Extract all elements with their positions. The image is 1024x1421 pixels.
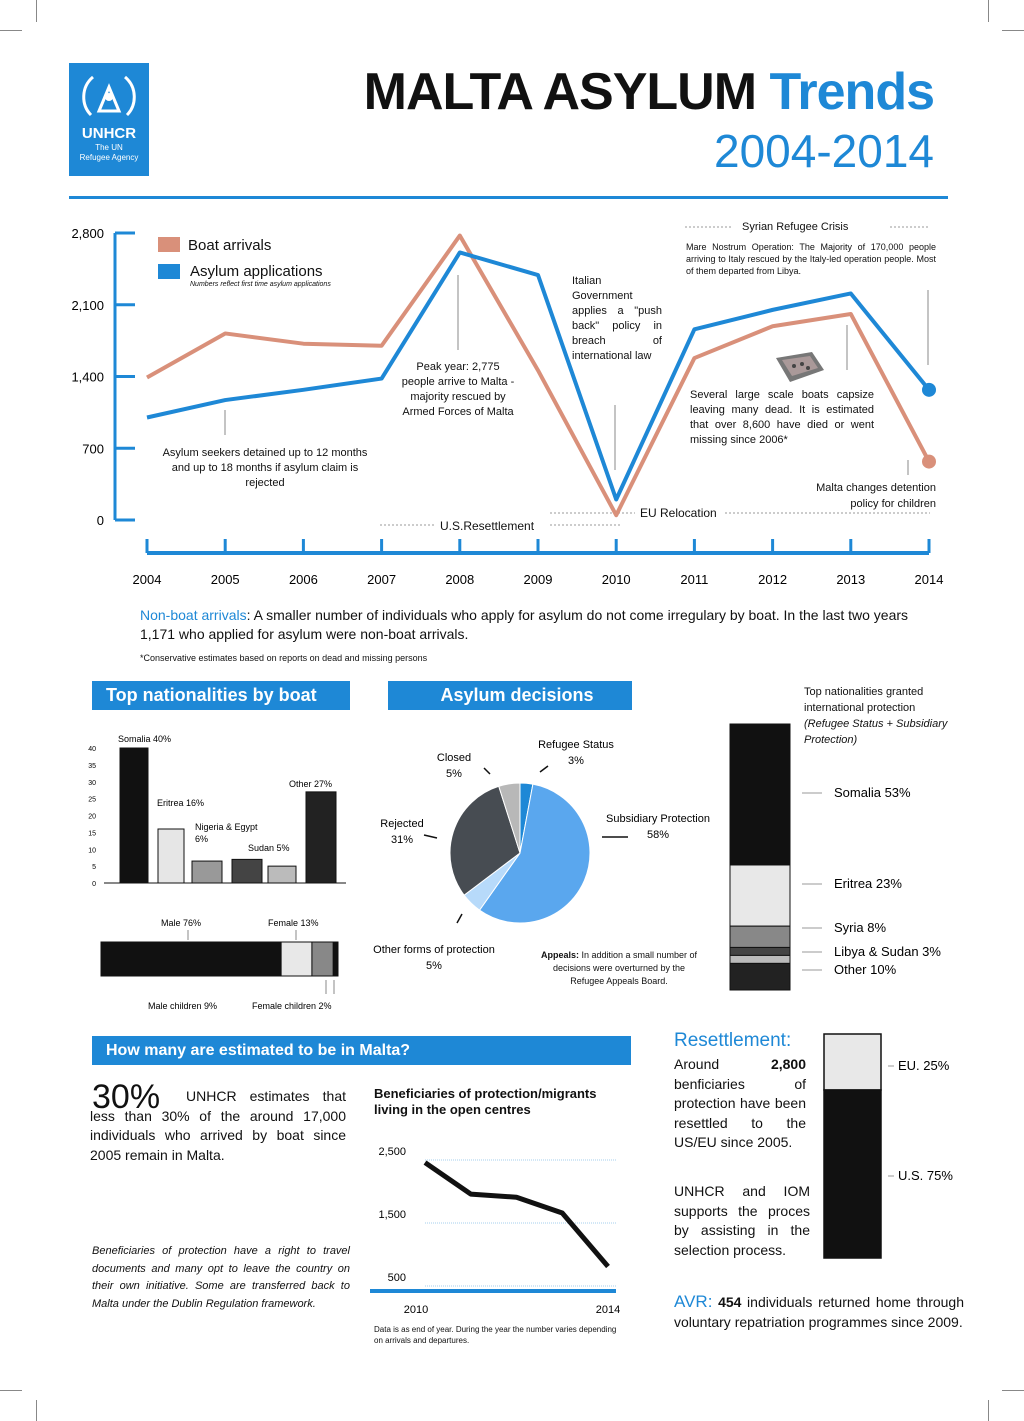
y-tick-label: 2,500	[378, 1146, 406, 1158]
x-tick-label: 2009	[523, 572, 553, 587]
series-end-point	[922, 455, 936, 469]
pct-30: 30%	[92, 1078, 161, 1116]
bar	[232, 859, 262, 883]
pie-label-value: 5%	[446, 768, 462, 780]
annotation-italian: Italian Government applies a "push back" policy in breach of international law	[572, 275, 662, 362]
resettlement-body: Around 2,800 benficiaries of protection have been resettled to the US/EU since 2005.	[674, 1056, 806, 1150]
resettlement-body2: UNHCR and IOM supports the proces by assisting in the selection process.	[674, 1183, 810, 1258]
pie-label: Closed	[436, 752, 472, 764]
logo-sub: The UN Refugee Agency	[79, 143, 139, 162]
y-tick-label: 5	[92, 864, 96, 872]
x-tick-label: 2010	[601, 572, 631, 587]
annotation-mare-nostrum: Mare Nostrum Operation: The Majority of 170,000 people arriving to Italy rescued by the Italy-led operation people. Most of them departed from Libya.	[686, 242, 936, 276]
y-tick-label: 0	[96, 513, 104, 528]
y-tick-label: 700	[82, 441, 104, 457]
bar-label: Nigeria & Egypt	[195, 822, 258, 832]
centres-line-chart	[370, 1130, 635, 1330]
gender-bar-chart	[96, 910, 356, 1020]
unhcr-logo	[69, 63, 149, 176]
segment-label: Libya & Sudan 3%	[834, 944, 941, 959]
y-tick-label: 2,800	[71, 226, 104, 241]
pie-label-value: 5%	[426, 960, 442, 972]
page-title-years: 2004-2014	[714, 125, 934, 177]
stacked-segment	[730, 963, 790, 990]
legend-note: Numbers reflect first time asylum applications	[190, 281, 331, 288]
x-tick-label: 2007	[367, 572, 397, 587]
bar-label: Sudan 5%	[248, 843, 290, 853]
annotation-us: U.S.Resettlement	[440, 519, 535, 533]
stacked-segment	[730, 724, 790, 865]
stacked-segment	[730, 955, 790, 963]
x-tick-label: 2005	[210, 572, 240, 587]
segment-label: Eritrea 23%	[834, 876, 902, 891]
series-end-point	[922, 383, 936, 397]
pie-label: Rejected	[380, 818, 424, 830]
pie-label-value: 58%	[646, 829, 670, 841]
nonboat-text: Non-boat arrivals: A smaller number of individuals who apply for asylum do not come irregulary by boat. In the last two years 1,171 who applied for asylum were non-boat arrivals.	[140, 607, 909, 642]
centres-footnote: Data is as end of year. During the year the number varies depending on arrivals and departures.	[374, 1325, 617, 1345]
stacked-segment	[824, 1090, 881, 1258]
avr-text: AVR: 454 individuals returned home through voluntary repatriation programmes since 2009.	[674, 1292, 964, 1330]
resettlement-title: Resettlement:	[674, 1030, 792, 1051]
stacked-segment	[101, 942, 281, 976]
y-tick-label: 25	[88, 796, 96, 804]
segment-label: Female children 2%	[252, 1001, 332, 1011]
legend-boat: Boat arrivals	[188, 237, 272, 254]
x-tick-label: 2010	[403, 1304, 429, 1316]
pie-label-value: 31%	[390, 834, 414, 846]
header-rule	[69, 196, 948, 199]
conservative-note: *Conservative estimates based on reports on dead and missing persons	[140, 653, 428, 663]
annotation-detention: Malta changes detention policy for children	[816, 482, 936, 510]
pie-label: Refugee Status	[538, 739, 614, 751]
y-tick-label: 20	[88, 813, 96, 821]
annotation-peak: Peak year: 2,775 people arrive to Malta - majority rescued by Armed Forces of Malta	[401, 361, 515, 418]
stacked-segment	[281, 942, 312, 976]
centres-line	[425, 1163, 608, 1267]
y-tick-label: 15	[88, 830, 96, 838]
annotation-eu: EU Relocation	[640, 506, 717, 520]
annotation-detained: Asylum seekers detained up to 12 months and up to 18 months if asylum claim is rejected	[162, 447, 368, 489]
segment-label: Other 10%	[834, 962, 897, 977]
y-tick-label: 0	[92, 881, 96, 888]
annotation-syrian: Syrian Refugee Crisis	[742, 221, 849, 233]
resettlement-chart	[818, 1030, 978, 1262]
bar-label: 6%	[195, 834, 209, 844]
x-tick-label: 2013	[836, 572, 866, 587]
annotation-boats: Several large scale boats capsize leaving many dead. It is estimated that over 8,600 have died or went missing since 2006*	[690, 389, 874, 446]
segment-label: U.S. 75%	[898, 1168, 953, 1183]
rights-note: Beneficiaries of protection have a right to travel documents and many opt to leave the country on their own initiative. Some are transferred back to Malta under the Dublin Regulation framework.	[92, 1245, 350, 1310]
boat-icon	[772, 348, 828, 388]
nationalities-bar-chart	[84, 728, 354, 898]
segment-label: Male children 9%	[148, 1001, 218, 1011]
x-tick-label: 2006	[288, 572, 318, 587]
segment-label: Syria 8%	[834, 920, 887, 935]
legend-swatch-boat	[158, 237, 180, 252]
page-title: MALTA ASYLUM Trends	[363, 63, 934, 121]
x-tick-label: 2014	[595, 1304, 621, 1316]
x-tick-label: 2014	[914, 572, 944, 587]
x-tick-label: 2011	[680, 572, 709, 587]
x-tick-label: 2012	[758, 572, 788, 587]
y-tick-label: 40	[88, 746, 96, 753]
bar	[120, 748, 148, 883]
legend-swatch-applications	[158, 264, 180, 279]
x-tick-label: 2004	[132, 572, 162, 587]
segment-label: Somalia 53%	[834, 785, 911, 800]
y-tick-label: 2,100	[71, 297, 104, 313]
bar	[268, 866, 296, 883]
stacked-segment	[312, 942, 333, 976]
centres-chart-title: Beneficiaries of protection/migrants living in the open centres	[374, 1086, 597, 1117]
legend-applications: Asylum applications	[190, 263, 323, 280]
stacked-segment	[824, 1034, 881, 1090]
bar-label: Other 27%	[289, 779, 333, 789]
bar-label: Somalia 40%	[118, 734, 172, 744]
segment-label: Female 13%	[268, 918, 319, 928]
pie-label: Subsidiary Protection	[606, 813, 710, 825]
pie-leader	[424, 835, 437, 838]
pie-leader	[540, 766, 548, 772]
appeals-note: Appeals: In addition a small number of decisions were overturned by the Refugee Appeals Board.	[540, 950, 698, 986]
pie-label: Other forms of protection	[373, 944, 495, 956]
pie-leader	[457, 914, 462, 923]
granted-title: Top nationalities granted international protection (Refugee Status + Subsidiary Protection)	[804, 686, 948, 746]
stacked-segment	[730, 926, 790, 947]
y-tick-label: 10	[88, 847, 96, 855]
bar	[192, 861, 222, 883]
stacked-segment	[730, 947, 790, 955]
y-tick-label: 1,500	[378, 1209, 406, 1221]
y-tick-label: 1,400	[71, 369, 104, 385]
bar	[306, 792, 336, 883]
bar	[158, 829, 184, 883]
granted-stacked-chart	[726, 722, 976, 994]
laurel-icon	[79, 71, 139, 119]
bar-label: Eritrea 16%	[157, 798, 205, 808]
x-tick-label: 2008	[445, 572, 475, 587]
pie-label-value: 3%	[568, 755, 584, 767]
stacked-segment	[333, 942, 338, 976]
pct-body: UNHCR estimates that less than 30% of the around 17,000 individuals who arrived by boat since 2005 remain in Malta.	[90, 1088, 346, 1163]
y-tick-label: 500	[387, 1272, 406, 1284]
y-tick-label: 30	[88, 779, 96, 787]
section-nationalities-title: Top nationalities by boat	[92, 681, 350, 710]
pie-leader	[484, 768, 490, 774]
section-howmany-title: How many are estimated to be in Malta?	[92, 1036, 631, 1065]
y-tick-label: 35	[88, 762, 96, 770]
segment-label: EU. 25%	[898, 1058, 950, 1073]
section-decisions-title: Asylum decisions	[388, 681, 632, 710]
segment-label: Male 76%	[161, 918, 202, 928]
logo-org: UNHCR	[81, 125, 137, 142]
stacked-segment	[730, 865, 790, 926]
